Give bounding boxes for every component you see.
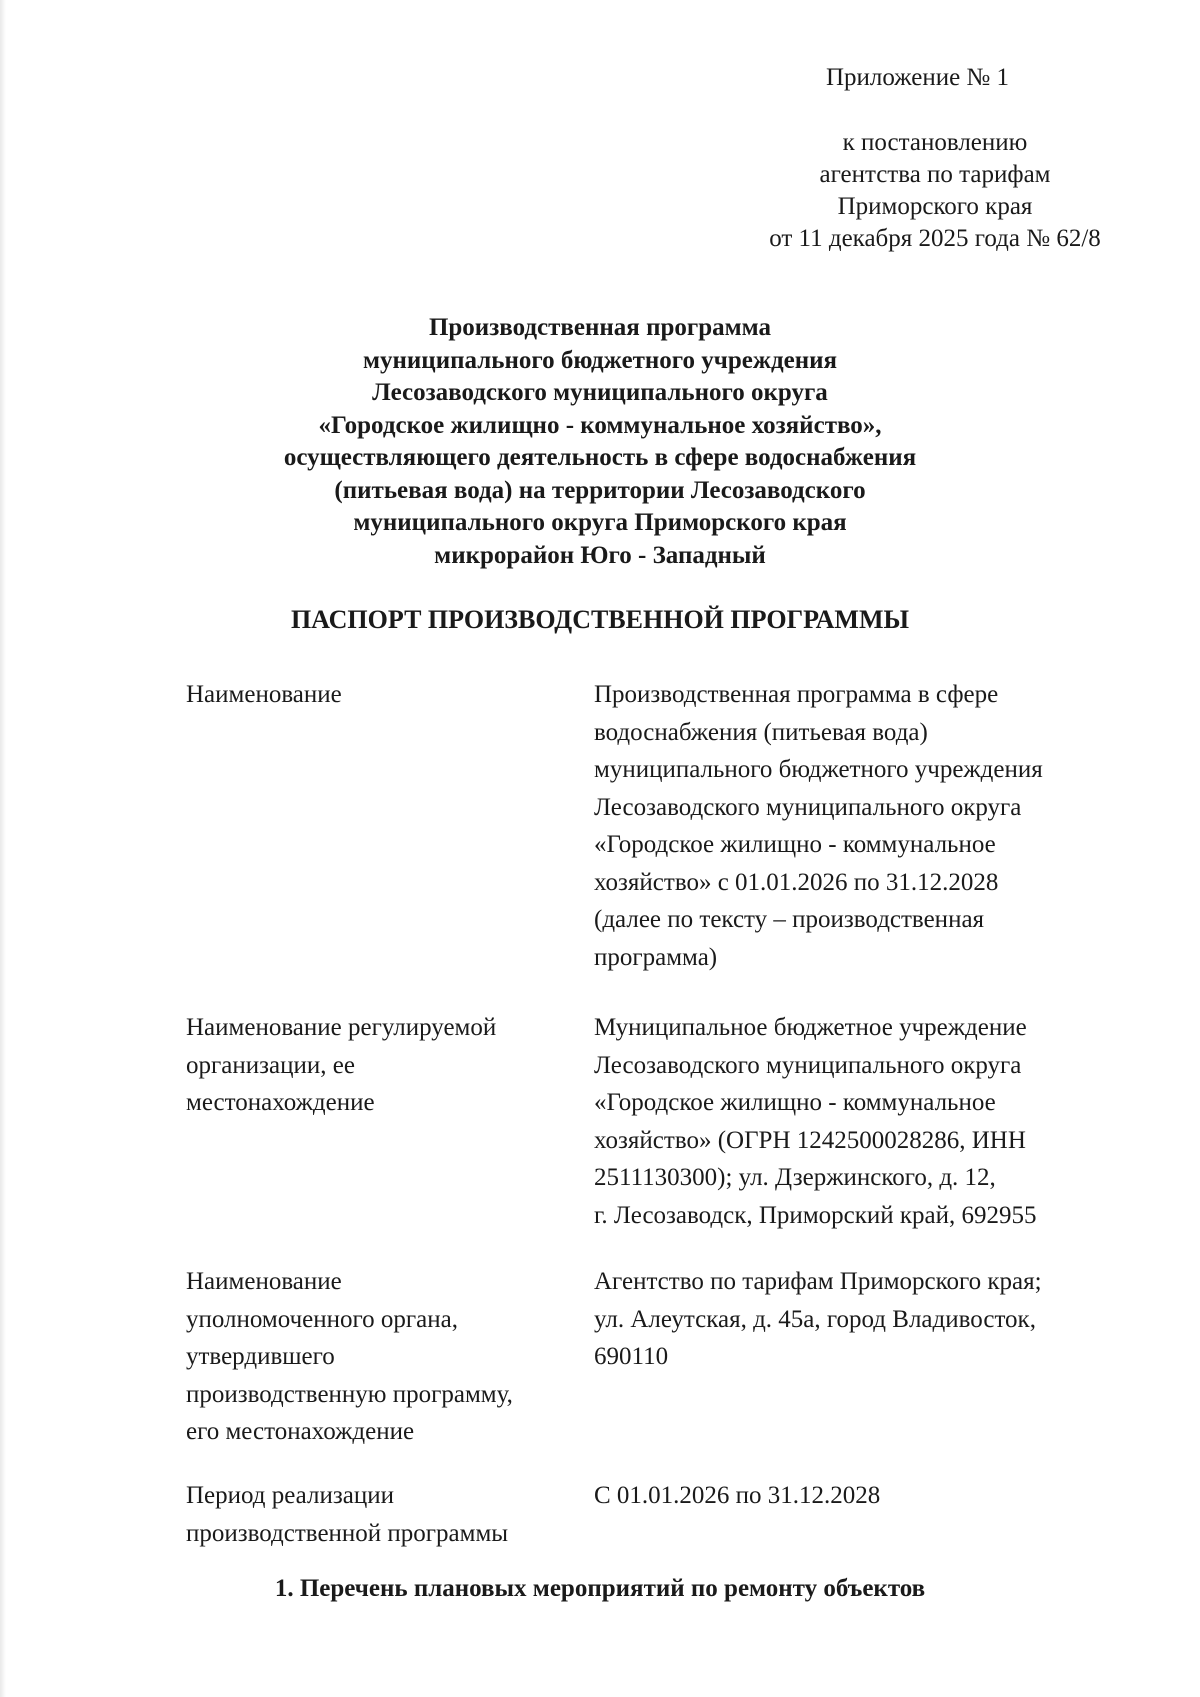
label-line: производственной программы <box>186 1519 509 1547</box>
passport-label <box>186 1009 594 1263</box>
label-line: производственную программу, <box>186 1380 513 1408</box>
label-line: его местонахождение <box>186 1418 415 1445</box>
resolution-line: от 11 декабря 2025 года № 62/8 <box>769 225 1101 252</box>
value-line: 2511130300); ул. Дзержинского, д. 12, <box>594 1164 996 1191</box>
value-line: хозяйство» (ОГРН 1242500028286, ИНН <box>594 1126 1026 1154</box>
title-line: Производственная программа <box>428 314 772 341</box>
label-line: утвердившего <box>186 1343 335 1370</box>
passport-label <box>186 676 594 1009</box>
document-title <box>150 312 1050 572</box>
section-heading: 1. Перечень плановых мероприятий по ремонту объектов <box>274 1575 926 1602</box>
passport-row-name <box>186 676 1126 1009</box>
passport-row-authority <box>186 1263 1126 1477</box>
label-line: местонахождение <box>186 1089 375 1116</box>
label-line: Наименование <box>186 681 342 708</box>
value-line: Лесозаводского муниципального округа <box>594 793 1022 821</box>
title-line: муниципального округа Приморского края <box>353 509 847 536</box>
title-line: муниципального бюджетного учреждения <box>362 346 838 374</box>
title-line: «Городское жилищно - коммунальное хозяйство», <box>318 411 882 439</box>
resolution-line: агентства по тарифам <box>819 161 1051 188</box>
passport-label <box>186 1477 594 1567</box>
value-line: Муниципальное бюджетное учреждение <box>594 1014 1027 1041</box>
passport-value <box>594 1477 1126 1567</box>
value-line: программа) <box>594 943 718 971</box>
title-line: Лесозаводского муниципального округа <box>372 379 828 406</box>
passport-value <box>594 1263 1126 1477</box>
value-line: муниципального бюджетного учреждения <box>594 756 1043 783</box>
passport-value <box>594 1009 1126 1263</box>
passport-heading: ПАСПОРТ ПРОИЗВОДСТВЕННОЙ ПРОГРАММЫ <box>290 605 910 634</box>
value-line: г. Лесозаводск, Приморский край, 692955 <box>594 1201 1037 1229</box>
title-line: микрорайон Юго - Западный <box>434 541 766 569</box>
passport-row-period <box>186 1477 1126 1567</box>
value-line: Производственная программа в сфере <box>594 681 999 708</box>
label-line: уполномоченного органа, <box>186 1305 458 1333</box>
value-line: С 01.01.2026 по 31.12.2028 <box>594 1482 881 1509</box>
passport-value <box>594 676 1126 1009</box>
value-line: Агентство по тарифам Приморского края; <box>594 1268 1042 1295</box>
appendix-number: Приложение № 1 <box>826 64 1010 91</box>
value-line: хозяйство» с 01.01.2026 по 31.12.2028 <box>594 868 999 896</box>
value-line: ул. Алеутская, д. 45а, город Владивосток, <box>594 1305 1036 1333</box>
label-line: организации, ее <box>186 1051 355 1079</box>
resolution-line: Приморского края <box>837 193 1033 220</box>
title-line: (питьевая вода) на территории Лесозаводского <box>334 476 866 504</box>
passport-table <box>186 676 1126 1567</box>
resolution-reference <box>700 127 1170 255</box>
label-line: Период реализации <box>186 1482 394 1509</box>
value-line: «Городское жилищно - коммунальное <box>594 1089 996 1116</box>
value-line: водоснабжения (питьевая вода) <box>594 718 928 746</box>
title-line: осуществляющего деятельность в сфере водоснабжения <box>283 444 917 471</box>
label-line: Наименование <box>186 1268 342 1295</box>
value-line: 690110 <box>594 1343 669 1370</box>
passport-row-organization <box>186 1009 1126 1263</box>
passport-label <box>186 1263 594 1477</box>
label-line: Наименование регулируемой <box>186 1014 497 1041</box>
page-edge-shadow <box>0 0 6 1697</box>
value-line: Лесозаводского муниципального округа <box>594 1051 1022 1079</box>
value-line: (далее по тексту – производственная <box>594 906 985 933</box>
resolution-line: к постановлению <box>842 129 1028 156</box>
value-line: «Городское жилищно - коммунальное <box>594 831 996 858</box>
